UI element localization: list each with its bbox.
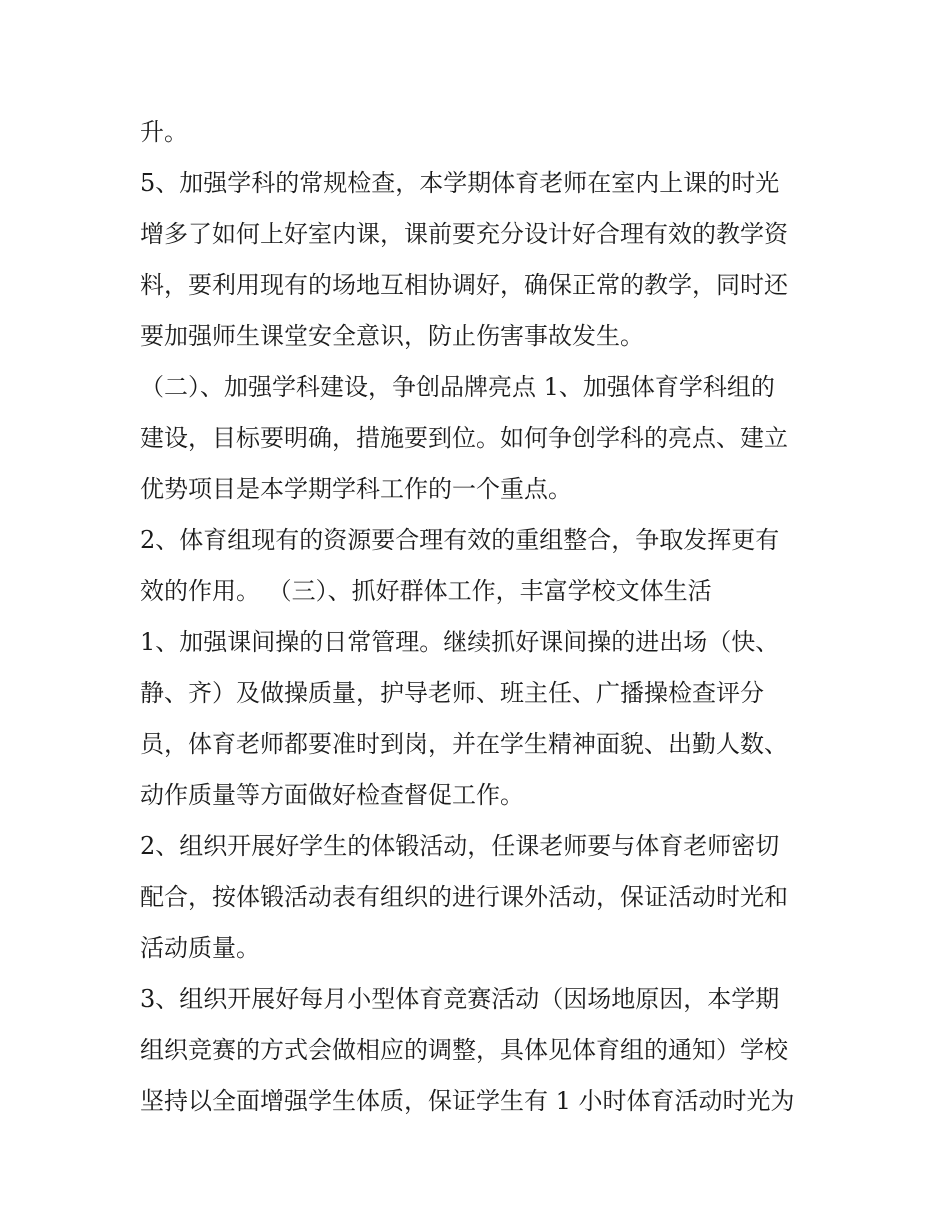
text-line: 优势项目是本学期学科工作的一个重点。 <box>140 475 572 503</box>
text-line: 升。 <box>140 118 188 146</box>
text-line: 活动质量。 <box>140 934 260 962</box>
text-line: 3、组织开展好每月小型体育竞赛活动（因场地原因，本学期 <box>140 985 780 1013</box>
text-line: 增多了如何上好室内课，课前要充分设计好合理有效的教学资 <box>140 220 788 248</box>
document-body <box>140 107 820 1127</box>
text-line: 要加强师生课堂安全意识，防止伤害事故发生。 <box>140 322 644 350</box>
text-line: 2、组织开展好学生的体锻活动，任课老师要与体育老师密切 <box>140 832 780 860</box>
text-line: （二）、加强学科建设，争创品牌亮点 1、加强体育学科组的 <box>140 373 775 401</box>
text-line: 2、体育组现有的资源要合理有效的重组整合，争取发挥更有 <box>140 526 780 554</box>
text-line: 静、齐）及做操质量，护导老师、班主任、广播操检查评分 <box>140 679 764 707</box>
text-line: 1、加强课间操的日常管理。继续抓好课间操的进出场（快、 <box>140 628 780 656</box>
text-line: 员，体育老师都要准时到岗，并在学生精神面貌、出勤人数、 <box>140 730 788 758</box>
text-line: 料，要利用现有的场地互相协调好，确保正常的教学，同时还 <box>140 271 788 299</box>
text-line: 5、加强学科的常规检查，本学期体育老师在室内上课的时光 <box>140 169 780 197</box>
text-line: 效的作用。 （三）、抓好群体工作，丰富学校文体生活 <box>140 577 712 605</box>
text-line: 坚持以全面增强学生体质，保证学生有 1 小时体育活动时光为 <box>140 1087 795 1115</box>
text-line: 建设，目标要明确，措施要到位。如何争创学科的亮点、建立 <box>140 424 788 452</box>
text-line: 配合，按体锻活动表有组织的进行课外活动，保证活动时光和 <box>140 883 788 911</box>
text-line: 动作质量等方面做好检查督促工作。 <box>140 781 524 809</box>
text-line: 组织竞赛的方式会做相应的调整，具体见体育组的通知）学校 <box>140 1036 788 1064</box>
